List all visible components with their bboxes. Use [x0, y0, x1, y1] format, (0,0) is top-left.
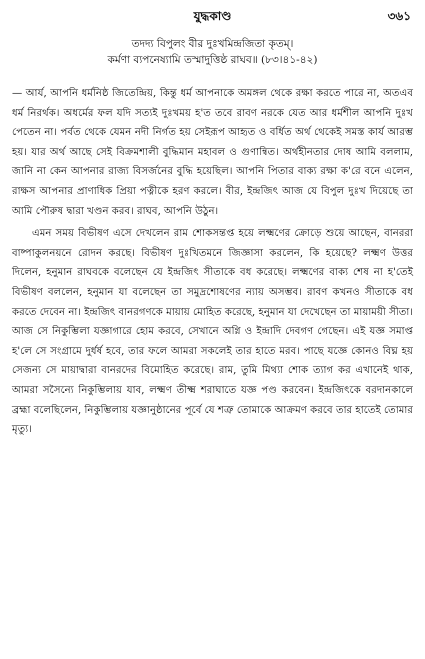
- page-number: ৩৬১: [387, 9, 411, 23]
- running-title: যুদ্ধকাণ্ড: [193, 9, 232, 23]
- verse-line-2: কর্মণা ব্যপনেষ্যামি তস্মাদুত্তিষ্ঠ রাঘব॥ (৮৩।৪১-৪২): [107, 54, 318, 66]
- verse-line-1: তদদ্য বিপুলং বীর দুঃখমিন্দ্রজিতা কৃতম্।: [131, 38, 294, 50]
- body-paragraph-1: — আর্য, আপনি ধর্মনিষ্ঠ জিতেন্দ্রিয়, কিন্তু ধর্ম আপনাকে অমঙ্গল থেকে রক্ষা করতে পারে না, অতএব ধর্ম নিরর্থক। অধর্মের ফল যদি সত্যই দুঃখময় হ'ত তবে রাবণ নরকে যেত আর ধর্মশীল আপনি দুঃখ পেতেন না। পর্বত থেকে যেমন নদী নির্গত হয় সেইরূপ আহৃত ও বর্ধিত অর্থ থেকেই সমস্ত কার্য আরম্ভ হয়। যার অর্থ আছে সেই বিক্রমশালী বুদ্ধিমান মহাবল ও গুণান্বিত। অর্থহীনতার দোষ আমি বললাম, জানি না কেন আপনার রাজ্য বিসর্জনের বুদ্ধি হয়েছিল। আপনি পিতার বাক্য রক্ষা ক'রে বনে এলেন, রাক্ষস আপনার প্রাণাধিক প্রিয়া পত্নীকে হরণ করলে। বীর, ইন্দ্রজিৎ আজ যে বিপুল দুঃখ দিয়েছে তা আমি পৌরুষ দ্বারা খণ্ডন করব। রাঘব, আপনি উঠুন।: [12, 88, 413, 217]
- body-paragraph-2: এমন সময় বিভীষণ এসে দেখলেন রাম শোকসন্তপ্ত হয়ে লক্ষ্মণের ক্রোড়ে শুয়ে আছেন, বানররা বাষ্পাকুলনয়নে রোদন করছে। বিভীষণ দুঃখিতমনে জিজ্ঞাসা করলেন, কি হয়েছে? লক্ষ্মণ উত্তর দিলেন, হনুমান রাঘবকে বলেছেন যে ইন্দ্রজিৎ সীতাকে বধ করেছে। লক্ষ্মণের বাক্য শেষ না হ'তেই বিভীষণ বললেন, হনুমান যা বলেছেন তা সমুদ্রশোষণের ন্যায় অসম্ভব। রাবণ কখনও সীতাকে বধ করতে দেবেন না। ইন্দ্রজিৎ বানরগণকে মায়ায় মোহিত করেছে, হনুমান যা দেখেছেন তা মায়াময়ী সীতা। আজ সে নিকুম্ভিলা যজ্ঞাগারে হোম করবে, সেখানে অগ্নি ও ইন্দ্রাদি দেবগণ গেছেন। এই যজ্ঞ সমাপ্ত হ'লে সে সংগ্রামে দুর্ধর্ষ হবে, তার ফলে আমরা সকলেই তার হাতে মরব। পাছে যজ্ঞে কোনও বিঘ্ন হয় সেজন্য সে মায়াদ্বারা বানরদের বিমোহিত করেছে। রাম, তুমি মিথ্যা শোক ত্যাগ কর এখানেই থাক, আমরা সসৈন্যে নিকুম্ভিলায় যাব, লক্ষ্মণ তীক্ষ্ম শরাঘাতে যজ্ঞ পণ্ড করবেন। ইন্দ্রজিৎকে বরদানকালে ব্রহ্মা বলেছিলেন, নিকুম্ভিলায় যজ্ঞানুষ্ঠানের পূর্বে যে শত্রু তোমাকে আক্রমণ করবে তার হাতেই তোমার মৃত্যু।: [12, 228, 413, 436]
- page-header: [12, 6, 413, 28]
- sanskrit-verse: [12, 36, 413, 68]
